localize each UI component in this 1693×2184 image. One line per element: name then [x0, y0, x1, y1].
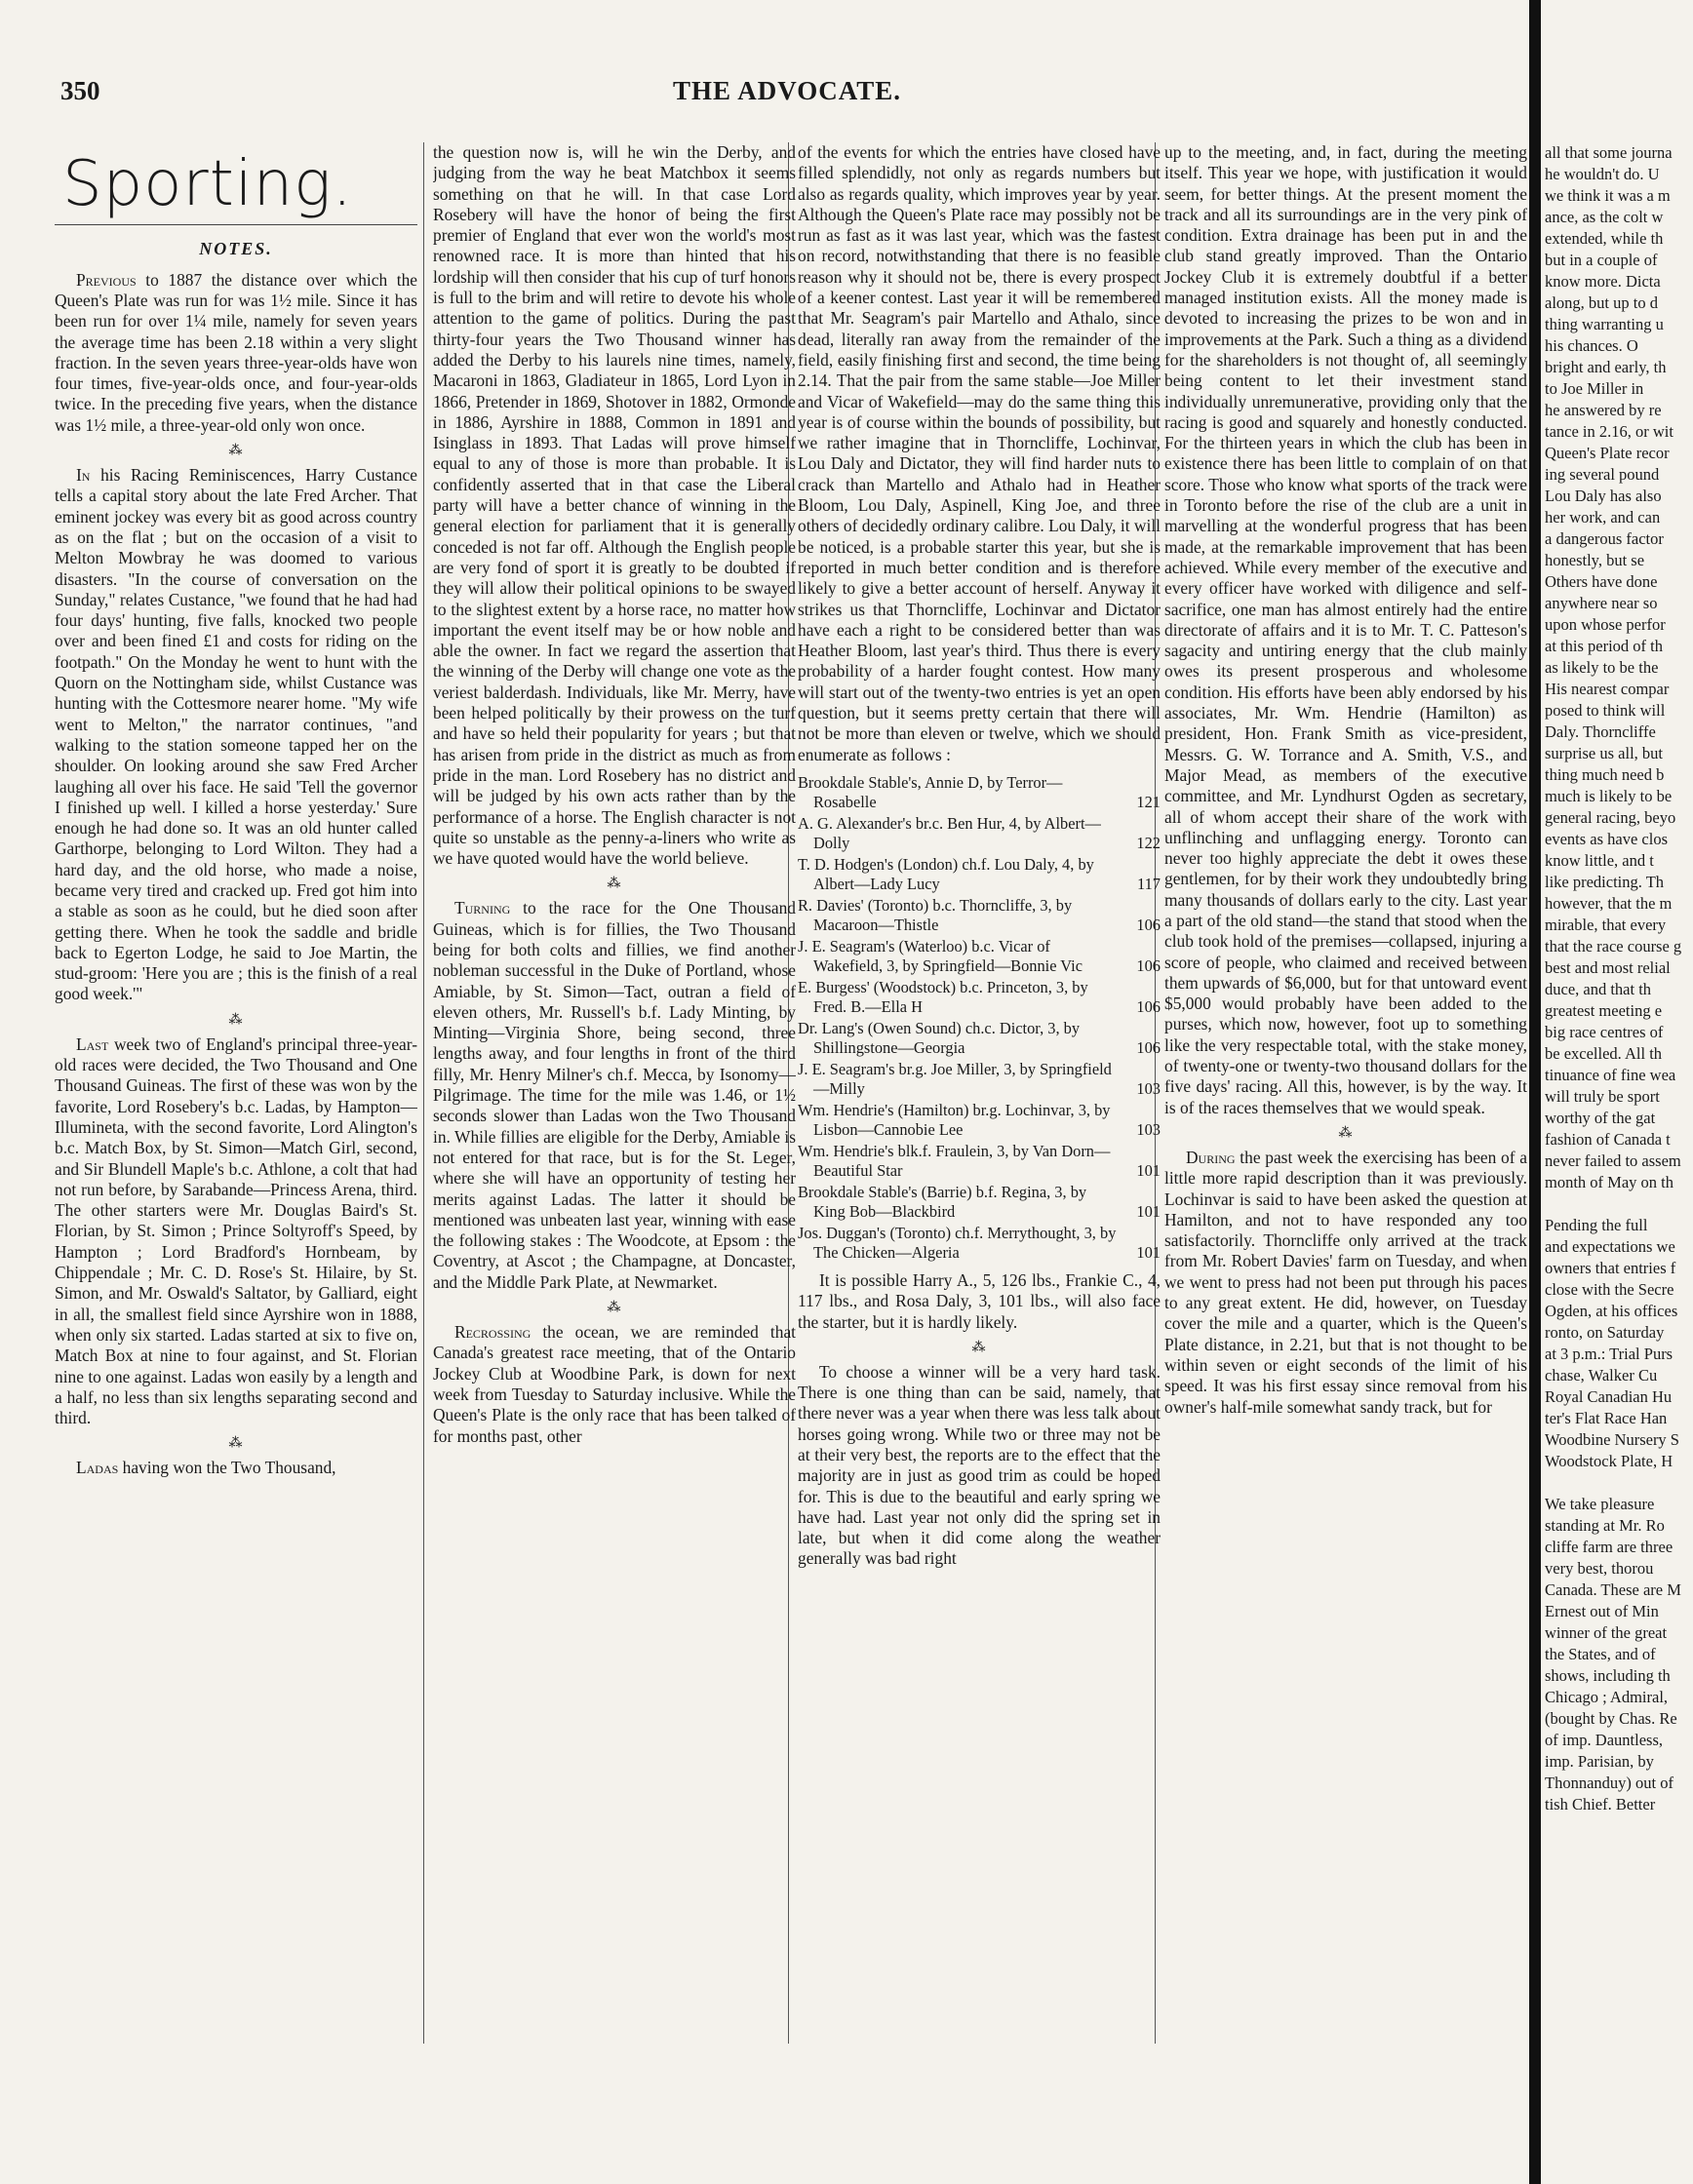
text-line: at 3 p.m.: Trial Purs — [1545, 1345, 1673, 1363]
paragraph-text: his Racing Reminiscences, Harry Custance tells a capital story about the late Fred Archer. That eminent jockey was every bit as good across country as on the flat ; but on the occasion of a visit to Melton Mowbray he was doomed to various disasters. "In the course of conversation on the Sunday," relates Custance, "we found that he had had four days' hunting, five falls, knocked two people over and been fined £1 and costs for riding on the footpath." On the Monday he went to hunt with the Quorn on the Nottingham side, whilst Custance was hunting with the Cottesmore nearer home. "My wife went to Melton," the narrator continues, "and walking to the station someone tapped her on the shoulder. On looking around she saw Fred Archer laughing all over his face. He said 'Tell the governor I finished up well. I killed a horse yesterday.' Sure enough he had done so. It was an old hunter called Garthorpe, belonging to Lord Wilton. They had a hard day, and the old horse, who made a noise, became very tired and cracked up. Fred got him into a stable as soon as he could, but he died soon after getting there. When he took the saddle and bridle back to Egerton Lodge, he said to Joe Martin, the stud-groom: 'Here you are ; this is the finish of a real good week.'" — [55, 465, 417, 1004]
text-line: the States, and of — [1545, 1645, 1656, 1663]
text-line: to Joe Miller in — [1545, 379, 1644, 398]
text-line: he wouldn't do. U — [1545, 165, 1660, 183]
paragraph-text: the ocean, we are reminded that Canada's greatest race meeting, that of the Ontario Jockey Club at Woodbine Park, is down for next week from Tuesday to Saturday inclusive. While the Queen's Plate is the only race that has been talked of for months past, other — [433, 1322, 796, 1446]
text-line: Woodstock Plate, H — [1545, 1452, 1673, 1470]
text-line: Royal Canadian Hu — [1545, 1387, 1673, 1406]
entry-row — [798, 1142, 1161, 1181]
entry-row — [798, 814, 1161, 853]
text-line: at this period of th — [1545, 637, 1663, 655]
text-line: ing several pound — [1545, 465, 1660, 484]
entry-weight: 117 — [1137, 874, 1161, 893]
asterism: ⁂ — [971, 1340, 987, 1355]
text-line: Chicago ; Admiral, — [1545, 1688, 1669, 1706]
paragraph — [55, 270, 417, 436]
text-line: surprise us all, but — [1545, 744, 1663, 762]
text-line: winner of the great — [1545, 1623, 1668, 1642]
paragraph — [55, 465, 417, 1005]
paragraph — [55, 1034, 417, 1429]
text-line: We take pleasure — [1545, 1495, 1655, 1513]
entry-row — [798, 1101, 1161, 1140]
entry-text: E. Burgess' (Woodstock) b.c. Princeton, 3, by Fred. B.—Ella H — [798, 977, 1088, 1016]
paragraph — [433, 1322, 796, 1447]
text-line: His nearest compar — [1545, 680, 1670, 698]
asterism: ⁂ — [607, 1301, 622, 1316]
entry-text: J. E. Seagram's (Waterloo) b.c. Vicar of Wakefield, 3, by Springfield—Bonnie Vic — [798, 936, 1083, 975]
text-line — [1545, 1472, 1693, 1494]
entry-weight: 106 — [1136, 956, 1161, 975]
text-line: anywhere near so — [1545, 594, 1658, 612]
asterism: ⁂ — [228, 1012, 244, 1028]
paragraph: up to the meeting, and, in fact, during the meeting itself. This year we hope, with justification it would seem, for better things. At the present moment the track and all its surroundings are in the very pink of condition. Extra drainage has been put in and the club stand greatly improved. Than the Ontario Jockey Club it is extremely doubtful if a better managed institution exists. All the money made is devoted to increasing the prizes to be won and in improvements at the Park. Such a thing as a dividend for the shareholders is not thought of, all seemingly being content to let their investment stand individually unremunerative, providing only that the racing is good and squarely and honestly conducted. For the thirteen years in which the club has been in existence there has been little to complain of on that score. Those who know what sports of the track were in Toronto before the rise of the club are a unit in marvelling at the wonderful progress that has been made, at the remarkable improvement that has been achieved. While every member of the executive and every officer have worked with diligence and self-sacrifice, one man has almost entirely had the entire directorate of affairs and it is to Mr. T. C. Patteson's sagacity and untiring energy that the club mainly owes its present prosperous and wholesome condition. His efforts have been ably endorsed by his associates, Mr. Wm. Hendrie (Hamilton) as president, Hon. Frank Smith as vice-president, Messrs. G. W. Torrance and A. Smith, V.S., and Major Mead, as members of the executive committee, and Mr. Lyndhurst Ogden as secretary, all of whom accept their share of the work with unflinching and unflagging energy. Toronto can never too highly appreciate the debt it owes these gentlemen, for by their work they undoubtedly bring many thousands of dollars early to the city. Last year a part of the old stand—the stand that stood when the club took hold of the premises—collapsed, injuring a score of people, who claimed and received between them upwards of $6,000, but for that untoward event $5,000 would probably have been added to the purses, which now, however, foot up to something like the very respectable total, with the stake money, of twenty-one or twenty-two thousand dollars for the five days' racing. All this, however, is by the way. It is of the races themselves that we would speak. — [1164, 142, 1527, 1117]
asterism: ⁂ — [228, 1436, 244, 1452]
entry-weight: 106 — [1136, 1037, 1161, 1057]
column-2 — [433, 142, 796, 2083]
text-line: a dangerous factor — [1545, 529, 1664, 548]
entry-row — [798, 978, 1161, 1017]
entries-list — [798, 773, 1161, 1263]
entry-row — [798, 773, 1161, 812]
paragraph — [433, 898, 796, 1293]
text-line: Pending the full — [1545, 1216, 1648, 1234]
lead-word: Last — [76, 1034, 109, 1054]
lead-word: During — [1186, 1147, 1236, 1167]
paragraph: It is possible Harry A., 5, 126 lbs., Frankie C., 4, 117 lbs., and Rosa Daly, 3, 101 lbs., will also face the starter, but it is hardly likely. — [798, 1269, 1161, 1332]
text-line: like predicting. Th — [1545, 873, 1665, 891]
text-line: thing much need b — [1545, 765, 1665, 784]
text-line: and expectations we — [1545, 1237, 1675, 1256]
text-line: general racing, beyo — [1545, 808, 1676, 827]
paragraph-text: to 1887 the distance over which the Queen's Plate was run for was 1½ mile. Since it has been run for over 1¼ mile, namely for seven years the average time has been 2.18 within a very slight fraction. In the seven years three-year-olds have won four times, five-year-olds once, and four-year-olds twice. In the preceding five years, when the distance was 1½ mile, a three-year-old only won once. — [55, 269, 417, 435]
text-line: big race centres of — [1545, 1023, 1664, 1041]
lead-word: Recrossing — [454, 1322, 532, 1343]
text-line: mirable, that every — [1545, 916, 1667, 934]
text-line: close with the Secre — [1545, 1280, 1674, 1299]
text-line: will truly be sport — [1545, 1087, 1660, 1106]
entry-row — [798, 1060, 1161, 1099]
entry-text: T. D. Hodgen's (London) ch.f. Lou Daly, 4, by Albert—Lady Lucy — [798, 854, 1094, 893]
text-line: tinuance of fine wea — [1545, 1066, 1676, 1084]
text-line: tance in 2.16, or wit — [1545, 422, 1673, 441]
text-line — [1545, 1193, 1693, 1215]
text-line: best and most relial — [1545, 958, 1671, 977]
text-line: we think it was a m — [1545, 186, 1671, 205]
text-line: but in a couple of — [1545, 251, 1658, 269]
text-line: however, that the m — [1545, 894, 1673, 913]
text-line: shows, including th — [1545, 1666, 1671, 1685]
text-line: owners that entries f — [1545, 1259, 1676, 1277]
text-line: Others have done — [1545, 572, 1658, 591]
entry-text: Wm. Hendrie's blk.f. Fraulein, 3, by Van Dorn—Beautiful Star — [798, 1141, 1111, 1180]
paragraph-text: having won the Two Thousand, — [118, 1458, 336, 1478]
asterism: ⁂ — [1338, 1125, 1354, 1141]
text-line: know more. Dicta — [1545, 272, 1661, 291]
paragraph-text: week two of England's principal three-year-old races were decided, the Two Thousand and One Thousand Guineas. The first of these was won by the favorite, Lord Rosebery's b.c. Ladas, by Hampton—Illumineta, with the second favorite, Lord Alington's b.c. Match Box, by St. Simon—Match Girl, second, and Sir Blundell Maple's b.c. Athlone, a colt that had not run before, by Sarabande—Princess Arena, third. The other starters were Mr. Douglas Baird's St. Florian, by St. Simon ; Prince Soltyroff's Speed, by Hampton ; Lord Bradford's Hornbeam, by Chippendale ; Mr. C. D. Rose's St. Hilaire, by St. Simon, and Mr. Oswald's Saltator, by Galliard, eight in all, the smallest field since Ayrshire won in 1888, when only six started. Ladas started at six to five on, Match Box at nine to four against, and St. Florian nine to one against. Ladas won easily by a length and a half, no less than six lengths separating second and third. — [55, 1034, 417, 1428]
entry-weight: 106 — [1136, 915, 1161, 934]
text-line: Thonnanduy) out of — [1545, 1774, 1673, 1792]
entry-text: Wm. Hendrie's (Hamilton) br.g. Lochinvar, 3, by Lisbon—Cannobie Lee — [798, 1100, 1111, 1139]
text-line: Daly. Thorncliffe — [1545, 722, 1656, 741]
paragraph-text: to the race for the One Thousand Guineas, which is for fillies, the Two Thousand being for both colts and fillies, we find another nobleman successful in the Duke of Portland, whose Amiable, by St. Simon—Tact, outran a field of eleven others, Mr. Russell's b.f. Lady Minting, by Minting—Virginia Shore, being second, three lengths away, and four lengths in front of the third filly, Mr. Henry Milner's ch.f. Mecca, by Isonomy—Pilgrimage. The time for the mile was 1.46, or 1½ seconds slower than Ladas won the Two Thousand in. While fillies are eligible for the Derby, Amiable is not entered for that race, but is for the St. Leger, where she will have an opportunity of testing her merits against Ladas. The latter it should be mentioned was unbeaten last year, winning with ease the following stakes : The Woodcote, at Epsom : the Coventry, at Ascot ; the Champagne, at Doncaster, and the Middle Park Plate, at Newmarket. — [433, 898, 796, 1292]
text-line: very best, thorou — [1545, 1559, 1654, 1578]
lead-word: In — [76, 465, 91, 486]
text-line: be excelled. All th — [1545, 1044, 1663, 1063]
entry-text: Jos. Duggan's (Toronto) ch.f. Merrythought, 3, by The Chicken—Algeria — [798, 1223, 1117, 1262]
entry-text: Brookdale Stable's, Annie D, by Terror—Rosabelle — [798, 772, 1063, 811]
entry-weight: 103 — [1136, 1078, 1161, 1098]
entry-row — [798, 855, 1161, 894]
text-line: Lou Daly has also — [1545, 487, 1662, 505]
text-line: fashion of Canada t — [1545, 1130, 1671, 1149]
text-line: bright and early, th — [1545, 358, 1667, 376]
lead-word: Ladas — [76, 1458, 119, 1478]
text-line: Queen's Plate recor — [1545, 444, 1670, 462]
page-number: 350 — [60, 76, 100, 105]
text-line: ance, as the colt w — [1545, 208, 1664, 226]
text-line: as likely to be the — [1545, 658, 1659, 677]
text-line: greatest meeting e — [1545, 1001, 1663, 1020]
text-line: chase, Walker Cu — [1545, 1366, 1658, 1384]
text-line: imp. Parisian, by — [1545, 1752, 1654, 1771]
text-line: thing warranting u — [1545, 315, 1664, 333]
paragraph: To choose a winner will be a very hard task. There is one thing than can be said, namely, that there never was a year when there was less talk about horses going wrong. While two or three may not be at their very best, the reports are to the effect that the majority are in just as good trim as could be hoped for. This is due to the beautiful and early spring we have had. Last year not only did the spring set in late, but when it did come along the weather generally was bad right — [798, 1361, 1161, 1569]
text-line: Canada. These are M — [1545, 1580, 1681, 1599]
paragraph: of the events for which the entries have closed have filled splendidly, not only as regards numbers but also as regards quality, which improves year by year. Although the Queen's Plate race may possibly not be run as fast as it was last year, which was the fastest on record, notwithstanding that there is no feasible reason why it should not be, there is every prospect of a keener contest. Last year it will be remembered that Mr. Seagram's pair Martello and Athalo, since dead, literally ran away from the remainder of the field, easily finishing first and second, the time being 2.14. That the pair from the same stable—Joe Miller and Vicar of Wakefield—may do the same thing this year is of course within the bounds of possibility, but we rather imagine that in Thorncliffe, Lochinvar, Lou Daly and Dictator, they will find harder nuts to crack than Martello and Athalo had in Heather Bloom, Lou Daly, Aspinell, King Joe, and three others of decidedly ordinary calibre. Lou Daly, it will be noticed, is a probable starter this year, but she is reported in much better condition and is therefore likely to give a better account of herself. Anyway it strikes us that Thorncliffe, Lochinvar and Dictator have each a right to be considered better than was Heather Bloom, last year's third. Thus there is every probability of a harder fought contest. How many will start out of the twenty-two entries is yet an open question, but it seems pretty certain that there will not be more than eleven or twelve, which we should enumerate as follows : — [798, 142, 1161, 764]
entry-weight: 101 — [1136, 1242, 1161, 1262]
lead-word: Turning — [454, 898, 511, 918]
text-line: know little, and t — [1545, 851, 1654, 870]
entry-text: J. E. Seagram's br.g. Joe Miller, 3, by Springfield—Milly — [798, 1059, 1112, 1098]
text-line: cliffe farm are three — [1545, 1538, 1673, 1556]
entry-row — [798, 1183, 1161, 1222]
text-line: honestly, but se — [1545, 551, 1645, 569]
text-line: that the race course g — [1545, 937, 1682, 956]
column-3 — [798, 142, 1161, 2083]
text-line: ter's Flat Race Han — [1545, 1409, 1668, 1427]
text-line: of imp. Dauntless, — [1545, 1731, 1663, 1749]
text-line: standing at Mr. Ro — [1545, 1516, 1665, 1535]
paragraph: the question now is, will he win the Derby, and judging from the way he beat Matchbox it seems something on that he will. In that case Lord Rosebery will have the honor of being the first premier of England that ever won the world's most renowned race. It is more than hinted that his lordship will then consider that his cup of turf honors is full to the brim and will retire to devote his whole attention to the game of politics. During the past thirty-four years the Two Thousand winner has added the Derby to his laurels nine times, namely, Macaroni in 1863, Gladiateur in 1865, Lord Lyon in 1866, Pretender in 1869, Shotover in 1882, Ormonde in 1886, Ayrshire in 1888, Common in 1891 and Isinglass in 1893. That Ladas will prove himself equal to any of those is more than probable. It is confidently asserted that in that case the Liberal party will have a better chance of winning in the general election for parliament that it is generally conceded is not far off. Although the English people are very fond of sport it is greatly to be doubted if they will allow their political opinions to be swayed to the slightest extent by a horse race, no matter how important the event itself may be or how noble and able the owner. In fact we regard the assertion that the winning of the Derby will change one vote as the veriest balderdash. Individuals, like Mr. Merry, have been helped politically by their prowess on the turf and have so held their popularity for years ; but that has arisen from pride in the district as much as from pride in the man. Lord Rosebery has no district and will be judged by his own acts rather than by the performance of a horse. The English character is not quite so unstable as the penny-a-liners who write as we have quoted would have the world believe. — [433, 142, 796, 869]
entry-text: R. Davies' (Toronto) b.c. Thorncliffe, 3, by Macaroon—Thistle — [798, 895, 1073, 934]
title-rule — [55, 224, 417, 225]
asterism: ⁂ — [607, 877, 622, 892]
lead-word: Previous — [76, 269, 137, 290]
entry-row — [798, 937, 1161, 976]
entry-text: A. G. Alexander's br.c. Ben Hur, 4, by Albert—Dolly — [798, 813, 1101, 852]
text-line: her work, and can — [1545, 508, 1661, 526]
text-line: duce, and that th — [1545, 980, 1652, 998]
text-line: upon whose perfor — [1545, 615, 1666, 634]
text-line: much is likely to be — [1545, 787, 1673, 805]
entry-weight: 121 — [1136, 792, 1161, 811]
binding-gutter — [1529, 0, 1541, 2184]
entry-weight: 101 — [1136, 1160, 1161, 1180]
text-line: worthy of the gat — [1545, 1109, 1656, 1127]
entry-text: Dr. Lang's (Owen Sound) ch.c. Dictor, 3, by Shillingstone—Georgia — [798, 1018, 1081, 1057]
paragraph — [1164, 1148, 1527, 1418]
text-line: he answered by re — [1545, 401, 1662, 419]
text-line: month of May on th — [1545, 1173, 1673, 1191]
text-line: events as have clos — [1545, 830, 1668, 848]
column-1 — [55, 142, 417, 2083]
running-head: THE ADVOCATE. — [673, 76, 901, 105]
paragraph-text: the past week the exercising has been of a little more rapid description than it was previously. Lochinvar is said to have been asked the question at Hamilton, and not to have responded any too satisfactorily. Thorncliffe only arrived at the track from Mr. Robert Davies' farm on Tuesday, and when we went to press had not been put through his paces to any great extent. He did, however, on Tuesday cover the mile and a quarter, which is the Queen's Plate distance, in 2.21, but that is not thought to be within seven or eight seconds of the limit of his speed. It was his first essay since removal from his owner's half-mile somewhat sandy track, but for — [1164, 1147, 1527, 1417]
entry-weight: 103 — [1136, 1119, 1161, 1139]
text-line: Ogden, at his offices — [1545, 1302, 1678, 1320]
text-line: his chances. O — [1545, 336, 1638, 355]
text-line: ronto, on Saturday — [1545, 1323, 1665, 1342]
text-line: Woodbine Nursery S — [1545, 1430, 1679, 1449]
column-5-clipped — [1545, 142, 1693, 2083]
entry-text: Brookdale Stable's (Barrie) b.f. Regina, 3, by King Bob—Blackbird — [798, 1182, 1087, 1221]
entry-weight: 106 — [1136, 996, 1161, 1016]
column-4 — [1164, 142, 1527, 2083]
section-title: Sporting. — [62, 148, 353, 220]
text-line: extended, while th — [1545, 229, 1664, 248]
text-line: all that some journa — [1545, 143, 1673, 162]
notes-heading: NOTES. — [199, 239, 273, 259]
text-line: Ernest out of Min — [1545, 1602, 1659, 1620]
text-line: posed to think will — [1545, 701, 1666, 720]
entry-row — [798, 1224, 1161, 1263]
entry-weight: 101 — [1136, 1201, 1161, 1221]
paragraph — [55, 1458, 417, 1478]
text-line: along, but up to d — [1545, 293, 1658, 312]
column-rule — [423, 142, 424, 2044]
text-line: (bought by Chas. Re — [1545, 1709, 1677, 1728]
entry-row — [798, 1019, 1161, 1058]
asterism: ⁂ — [228, 444, 244, 459]
entry-row — [798, 896, 1161, 935]
text-line: tish Chief. Better — [1545, 1795, 1656, 1814]
entry-weight: 122 — [1136, 833, 1161, 852]
text-line: never failed to assem — [1545, 1151, 1681, 1170]
